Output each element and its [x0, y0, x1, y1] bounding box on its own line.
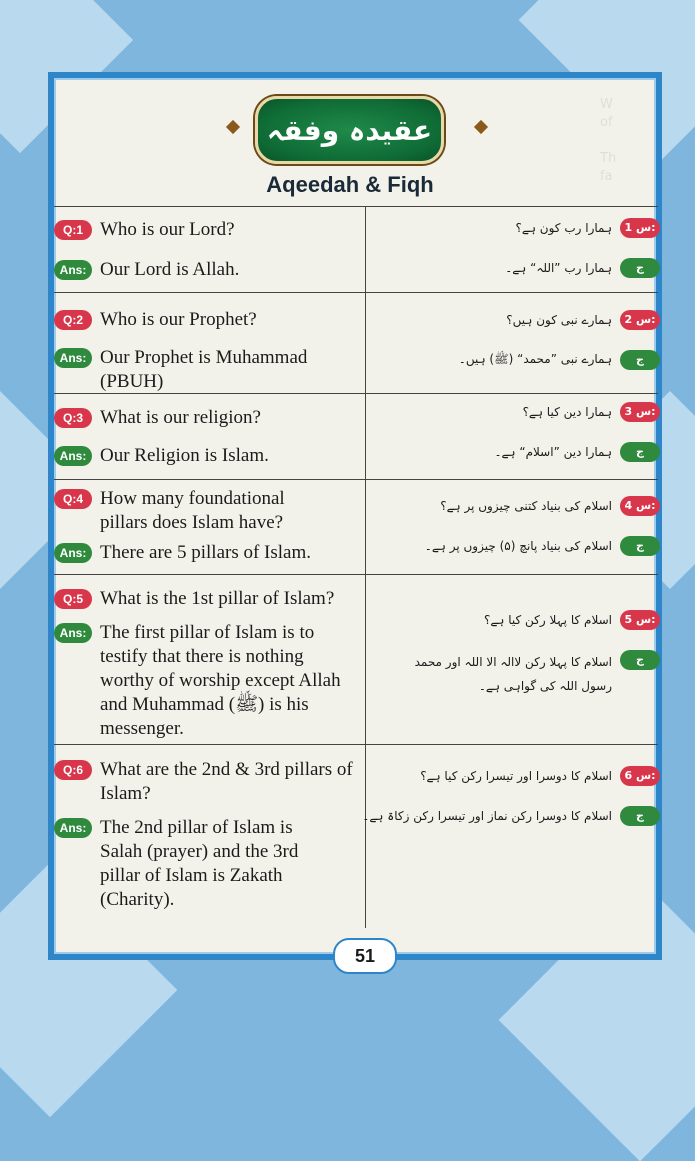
question-text: Who is our Prophet? — [100, 309, 257, 330]
urdu-title: عقیدہ وفقہ — [266, 113, 433, 147]
answer-text: Our Lord is Allah. — [100, 259, 240, 280]
urdu-answer-tag: ج — [620, 536, 660, 556]
answer-tag: Ans: — [54, 348, 92, 368]
answer-text: The 2nd pillar of Islam is Salah (prayer) and the 3rd pillar of Islam is Zakath (Charity). — [100, 817, 299, 910]
answer-tag: Ans: — [54, 623, 92, 643]
question-text: What is the 1st pillar of Islam? — [100, 588, 335, 609]
urdu-answer: اسلام کی بنیاد پانچ (۵) چیزوں پر ہے۔ — [424, 539, 612, 553]
urdu-question-tag: س 6: — [620, 766, 660, 786]
qa-urdu-4 — [372, 494, 660, 558]
table-rule — [54, 206, 658, 207]
question-text: Who is our Lord? — [100, 219, 235, 240]
urdu-question: اسلام کا پہلا رکن کیا ہے؟ — [483, 613, 612, 627]
page-title: Aqeedah & Fiqh — [266, 172, 434, 197]
urdu-question-tag: س 3: — [620, 402, 660, 422]
urdu-answer-tag: ج — [620, 258, 660, 278]
page-number: 51 — [333, 938, 397, 974]
urdu-answer: ہمارا دین ”اسلام“ ہے۔ — [494, 445, 612, 459]
question-tag: Q:4 — [54, 489, 92, 509]
urdu-answer: اسلام کا پہلا رکن لاالہ الا اللہ اور محمد رسول اللہ کی گواہی ہے۔ — [414, 655, 612, 693]
urdu-answer-tag: ج — [620, 650, 660, 670]
urdu-question: اسلام کا دوسرا اور تیسرا رکن کیا ہے؟ — [420, 769, 612, 783]
urdu-question: ہمارے نبی کون ہیں؟ — [506, 313, 612, 327]
qa-english-6 — [54, 758, 362, 912]
table-rule — [54, 479, 658, 480]
table-rule — [54, 744, 658, 745]
table-rule — [54, 292, 658, 293]
question-text: How many foundational pillars does Islam have? — [100, 488, 285, 533]
urdu-answer-tag: ج — [620, 442, 660, 462]
answer-text: The first pillar of Islam is to testify that there is nothing worthy of worship except Allah and Muhammad (ﷺ) is his messenger. — [100, 622, 341, 739]
answer-tag: Ans: — [54, 260, 92, 280]
question-tag: Q:1 — [54, 220, 92, 240]
banner-ornament-right — [462, 120, 490, 134]
urdu-question: اسلام کی بنیاد کتنی چیزوں پر ہے؟ — [440, 499, 612, 513]
urdu-question-tag: س 2: — [620, 310, 660, 330]
qa-urdu-2 — [372, 308, 660, 372]
qa-urdu-5 — [372, 608, 660, 698]
question-text: What are the 2nd & 3rd pillars of Islam? — [100, 759, 353, 804]
question-tag: Q:2 — [54, 310, 92, 330]
qa-urdu-1 — [372, 216, 660, 280]
urdu-answer-tag: ج — [620, 806, 660, 826]
urdu-question: ہمارا دین کیا ہے؟ — [522, 405, 612, 419]
qa-english-3 — [54, 406, 362, 468]
urdu-answer: ہمارے نبی ”محمد“ (ﷺ) ہیں۔ — [458, 351, 612, 366]
answer-tag: Ans: — [54, 446, 92, 466]
show-through-text: W of — [600, 97, 613, 130]
table-rule — [54, 574, 658, 575]
answer-text: Our Prophet is Muhammad (PBUH) — [100, 347, 308, 392]
urdu-title-banner — [255, 96, 444, 164]
answer-tag: Ans: — [54, 543, 92, 563]
show-through-text: Th fa — [600, 151, 617, 184]
urdu-question-tag: س 5: — [620, 610, 660, 630]
question-tag: Q:5 — [54, 589, 92, 609]
question-tag: Q:3 — [54, 408, 92, 428]
urdu-answer-tag: ج — [620, 350, 660, 370]
qa-urdu-6 — [362, 764, 660, 828]
urdu-answer: اسلام کا دوسرا رکن نماز اور تیسرا رکن زکاۃ ہے۔ — [362, 809, 612, 823]
question-tag: Q:6 — [54, 760, 92, 780]
question-text: What is our religion? — [100, 407, 261, 428]
urdu-question-tag: س 4: — [620, 496, 660, 516]
answer-text: There are 5 pillars of Islam. — [100, 542, 312, 563]
banner-ornament-left — [224, 120, 252, 134]
qa-english-4 — [54, 487, 362, 565]
qa-english-5 — [54, 587, 362, 741]
answer-tag: Ans: — [54, 818, 92, 838]
urdu-answer: ہمارا رب ”اللہ“ ہے۔ — [505, 261, 612, 275]
answer-text: Our Religion is Islam. — [100, 445, 269, 466]
qa-english-1 — [54, 218, 362, 282]
urdu-question: ہمارا رب کون ہے؟ — [515, 221, 612, 235]
urdu-question-tag: س 1: — [620, 218, 660, 238]
qa-urdu-3 — [372, 400, 660, 464]
qa-english-2 — [54, 308, 362, 394]
